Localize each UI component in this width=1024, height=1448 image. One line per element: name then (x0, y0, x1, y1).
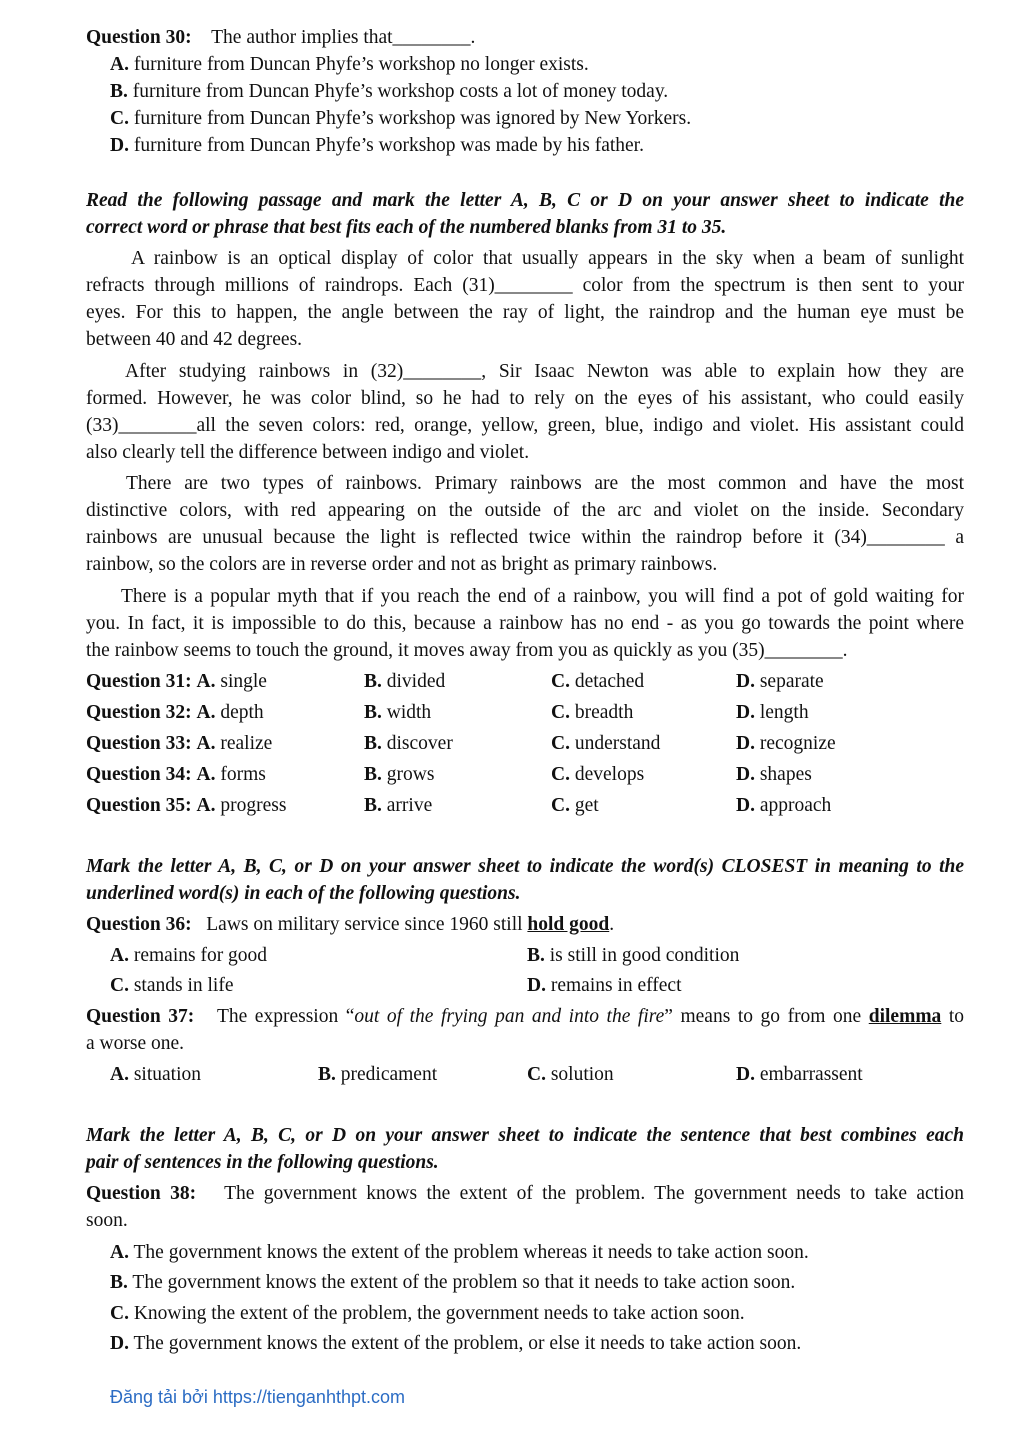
q30-stem-text: The author implies that________. (211, 27, 476, 48)
q37-option-c: C. solution (527, 1064, 614, 1085)
q36-option-b: B. is still in good condition (527, 945, 740, 966)
q36-underlined: hold good (527, 914, 610, 935)
passage-p4-line-2: you. In fact, it is impossible to do this, because a rainbow has no end - as you go towards the point where (86, 613, 964, 634)
passage-p3-line-3: rainbows are unusual because the light is reflected twice within the raindrop before it (34)________ a (86, 527, 964, 548)
q38-option-b: B. The government knows the extent of the problem so that it needs to take action soon. (110, 1272, 796, 1293)
instruction-3-line-2: pair of sentences in the following questions. (86, 1152, 439, 1173)
q36-stem: Question 36: Laws on military service since 1960 still hold good. (86, 914, 615, 935)
q30-option-b: B. furniture from Duncan Phyfe’s workshop costs a lot of money today. (110, 81, 669, 102)
instruction-2-line-1: Mark the letter A, B, C, or D on your answer sheet to indicate the word(s) CLOSEST in meaning to the (86, 856, 964, 877)
q37-option-d: D. embarrassent (736, 1064, 863, 1085)
passage-p2-line-2: formed. However, he was color blind, so he had to rely on the eyes of his assistant, who could easily (86, 388, 964, 409)
passage-p2-line-3: (33)________all the seven colors: red, orange, yellow, green, blue, indigo and violet. His assistant could (86, 415, 964, 436)
q38-option-a: A. The government knows the extent of the problem whereas it needs to take action soon. (110, 1242, 809, 1263)
q36-option-a: A. remains for good (110, 945, 268, 966)
q38-option-d: D. The government knows the extent of the problem, or else it needs to take action soon. (110, 1333, 802, 1354)
exam-page: Question 30: The author implies that________. A. furniture from Duncan Phyfe’s workshop no longer exists. B. furniture from Duncan Phyfe’s workshop costs a lot of money today. C. furniture from Duncan Phyfe’s workshop was ignored by New Yorkers. D. furniture from Duncan Phyfe’s workshop was made by his father. Read the following passage and mark the letter A, B, C or D on your answer sheet to indicate the correct word or phrase that best fits each of the numbered blanks from 31 to 35. A rainbow is an optical display of color that usually appears in the sky when a beam of sunlight refracts through millions of raindrops. Each (31)________ color from the spectrum is then sent to your eyes. For this to happen, the angle between the ray of light, the raindrop and the human eye must be between 40 and 42 degrees. After studying rainbows in (32)________, Sir Isaac Newton was able to explain how they are formed. However, he was color blind, so he had to rely on the eyes of his assistant, who could easily (33)________all the seven colors: red, orange, yellow, green, blue, indigo and violet. His assistant could also clearly tell the difference between indigo and violet. There are two types of rainbows. Primary rainbows are the most common and have the most distinctive colors, with red appearing on the outside of the arc and violet on the inside. Secondary rainbows are unusual because the light is reflected twice within the raindrop before it (34)________ a rainbow, so the colors are in reverse order and not as bright as primary rainbows. There is a popular myth that if you reach the end of a rainbow, you will find a pot of gold waiting for you. In fact, it is impossible to do this, because a rainbow has no end - as you go towards the point where the rainbow seems to touch the ground, it moves away from you as quickly as you (35)________. Question 31: A. single B. divided C. detached D. separate Question 32: A. depth B. width C. breadth D. length Question 33: A. realize B. discover C. understand D. recognize Question 34: A. forms B. grows C. develops D. shapes Question 35: A. progress B. arrive C. get D. approach Mark the letter A, B, C, or D on your answer sheet to indicate the word(s) CLOSEST in meaning to the underlined word(s) in each of the following questions. Question 36: Laws on military service since 1960 still hold good. A. remains for good B. is still in good condition C. stands in life D. remains in effect Question 37: The expression “out of the frying pan and into the fire” means to go from one dilemma to a worse one. A. situation B. predicament C. solution D. embarrassent Mark the letter A, B, C, or D on your answer sheet to indicate the sentence that best combines each pair of sentences in the following questions. Question 38: The government knows the extent of the problem. The government needs to take action soon. A. The government knows the extent of the problem whereas it needs to take action soon. B. The government knows the extent of the problem so that it needs to take action soon. C. Knowing the extent of the problem, the government needs to take action soon. D. The government knows the extent of the problem, or else it needs to take action soon. Đăng tải bởi https://tienganhthpt.com (0, 0, 1024, 1448)
passage-p1-line-2: refracts through millions of raindrops. Each (31)________ color from the spectrum is then sent to your (86, 275, 964, 296)
q38-stem: Question 38: The government knows the extent of the problem. The government needs to take action (86, 1183, 964, 1204)
instruction-1-line-1: Read the following passage and mark the letter A, B, C or D on your answer sheet to indicate the (86, 190, 964, 211)
passage-p3-line-1: There are two types of rainbows. Primary rainbows are the most common and have the most (126, 473, 964, 494)
q30-label: Question 30: (86, 27, 192, 48)
passage-p1-line-4: between 40 and 42 degrees. (86, 329, 303, 350)
passage-p4-line-3: the rainbow seems to touch the ground, it moves away from you as quickly as you (35)________. (86, 640, 848, 661)
q37-underlined: dilemma (868, 1006, 942, 1027)
q30-option-d: D. furniture from Duncan Phyfe’s workshop was made by his father. (110, 135, 644, 156)
q30-option-a: A. furniture from Duncan Phyfe’s workshop no longer exists. (110, 54, 589, 75)
passage-p2-line-1: After studying rainbows in (32)________, Sir Isaac Newton was able to explain how they are (125, 361, 964, 382)
instruction-2-line-2: underlined word(s) in each of the following questions. (86, 883, 521, 904)
footer-source-link[interactable]: Đăng tải bởi https://tienganhthpt.com (110, 1387, 405, 1407)
q30-option-c: C. furniture from Duncan Phyfe’s workshop was ignored by New Yorkers. (110, 108, 692, 129)
q38-option-c: C. Knowing the extent of the problem, the government needs to take action soon. (110, 1303, 745, 1324)
q37-option-b: B. predicament (318, 1064, 438, 1085)
passage-p3-line-4: rainbow, so the colors are in reverse order and not as bright as primary rainbows. (86, 554, 718, 575)
instruction-3-line-1: Mark the letter A, B, C, or D on your answer sheet to indicate the sentence that best combines each (86, 1125, 964, 1146)
q37-stem: Question 37: The expression “out of the frying pan and into the fire” means to go from one dilemma to (86, 1006, 965, 1027)
passage-p1-line-3: eyes. For this to happen, the angle between the ray of light, the raindrop and the human eye must be (86, 302, 964, 323)
q36-option-d: D. remains in effect (527, 975, 682, 996)
q36-option-c: C. stands in life (110, 975, 234, 996)
passage-p4-line-1: There is a popular myth that if you reach the end of a rainbow, you will find a pot of gold waiting for (121, 586, 964, 607)
q37-stem-line-2: a worse one. (86, 1033, 185, 1054)
q38-stem-line-2: soon. (86, 1210, 128, 1231)
passage-p3-line-2: distinctive colors, with red appearing on the outside of the arc and violet on the inside. Secondary (86, 500, 964, 521)
q30-stem (86, 24, 964, 51)
q37-option-a: A. situation (110, 1064, 202, 1085)
passage-p2-line-4: also clearly tell the difference between indigo and violet. (86, 442, 530, 463)
instruction-1-line-2: correct word or phrase that best fits each of the numbered blanks from 31 to 35. (86, 217, 727, 238)
passage-p1-line-1: A rainbow is an optical display of color that usually appears in the sky when a beam of sunlight (131, 248, 964, 269)
